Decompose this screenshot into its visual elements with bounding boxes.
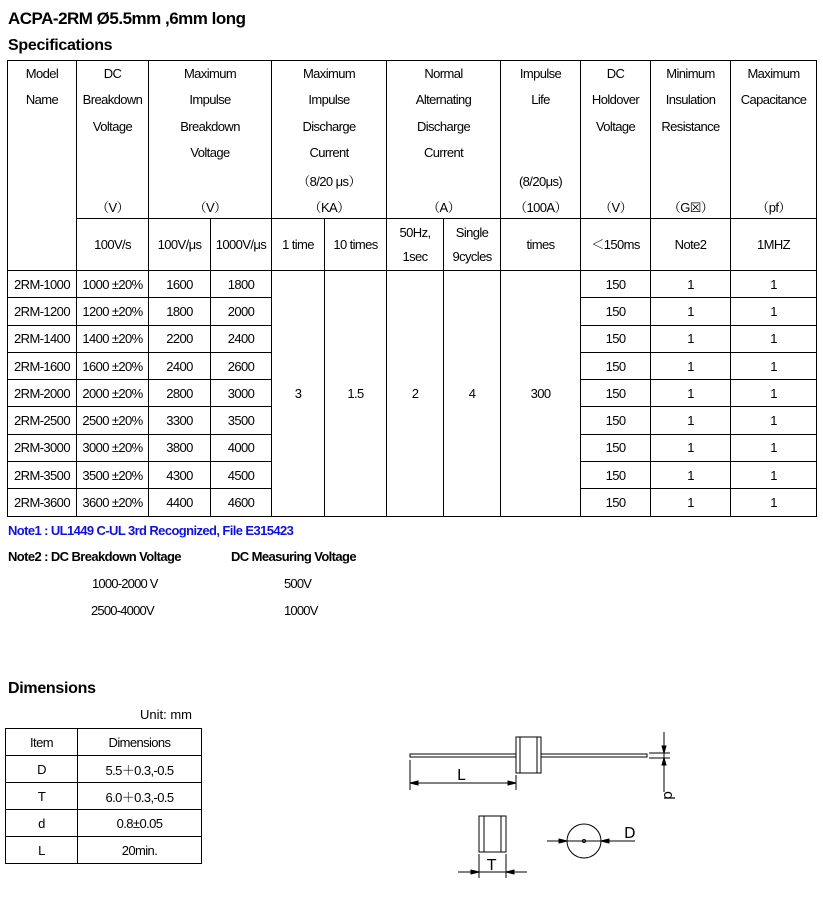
model-name: 2RM-3600	[8, 489, 77, 516]
impulse-1000v: 3000	[211, 380, 272, 407]
capacitance: 1	[731, 462, 817, 489]
impulse-100v: 3800	[149, 434, 211, 461]
header-line: Alternating	[415, 92, 472, 108]
capacitance: 1	[731, 434, 817, 461]
column-header	[651, 61, 731, 219]
column-header	[581, 61, 651, 219]
insulation-resistance: 1	[651, 298, 731, 325]
header-line: Breakdown	[82, 92, 143, 108]
header-line: Impulse	[308, 92, 350, 108]
capacitance: 1	[731, 489, 817, 516]
note2-range: 2500-4000V	[91, 603, 154, 618]
holdover-voltage: 150	[581, 352, 651, 379]
note2-voltage: 500V	[284, 576, 312, 591]
insulation-resistance: 1	[651, 489, 731, 516]
header-line: Model	[25, 66, 59, 81]
insulation-resistance: 1	[651, 380, 731, 407]
impulse-1000v: 4000	[211, 434, 272, 461]
impulse-100v: 4400	[149, 489, 211, 516]
column-header	[387, 61, 501, 219]
subheader: 1MHZ	[731, 219, 817, 271]
insulation-resistance: 1	[651, 352, 731, 379]
header-line: Maximum	[302, 66, 356, 81]
header-line: Current	[423, 144, 464, 160]
holdover-voltage: 150	[581, 271, 651, 298]
column-header	[149, 61, 272, 219]
dc-breakdown: 2000 ±20%	[77, 380, 149, 407]
label-L: L	[457, 766, 466, 784]
dimension-value: 20min.	[78, 837, 202, 864]
insulation-resistance: 1	[651, 462, 731, 489]
model-name: 2RM-1600	[8, 352, 77, 379]
capacitance: 1	[731, 352, 817, 379]
component-drawing	[400, 700, 680, 890]
column-header	[77, 61, 149, 219]
model-name: 2RM-1000	[8, 271, 77, 298]
header-line: Current	[309, 144, 349, 160]
shared-one-time: 3	[272, 271, 325, 517]
impulse-100v: 3300	[149, 407, 211, 434]
header-unit: （V）	[193, 200, 227, 215]
impulse-1000v: 2600	[211, 352, 272, 379]
model-name: 2RM-2000	[8, 380, 77, 407]
label-T: T	[487, 856, 497, 874]
subheader: times	[501, 219, 581, 271]
model-name: 2RM-1200	[8, 298, 77, 325]
header-line: Life	[531, 92, 550, 108]
header-line: Breakdown	[180, 118, 240, 134]
subheader: 10 times	[325, 219, 387, 271]
header-sub: （8/20 μs）	[297, 174, 361, 189]
dc-breakdown: 1200 ±20%	[77, 298, 149, 325]
subheader: 50Hz, 1sec	[387, 219, 444, 271]
header-unit: （V）	[96, 200, 129, 215]
header-line: Resistance	[661, 118, 720, 134]
header-line: Discharge	[416, 118, 471, 134]
holdover-voltage: 150	[581, 325, 651, 352]
dc-breakdown: 1000 ±20%	[77, 271, 149, 298]
shared-ten-times: 1.5	[325, 271, 387, 517]
shared-impulse-life: 300	[501, 271, 581, 517]
header-unit: （pf）	[756, 200, 791, 215]
header-unit: （100A）	[514, 200, 567, 215]
holdover-voltage: 150	[581, 434, 651, 461]
dimensions-heading: Dimensions	[8, 680, 96, 697]
insulation-resistance: 1	[651, 271, 731, 298]
holdover-voltage: 150	[581, 298, 651, 325]
capacitance: 1	[731, 407, 817, 434]
end-view	[547, 824, 636, 858]
subheader: 1000V/μs	[211, 219, 272, 271]
header-line: Holdover	[591, 92, 640, 108]
header-unit: （V）	[599, 200, 632, 215]
holdover-voltage: 150	[581, 462, 651, 489]
impulse-100v: 2800	[149, 380, 211, 407]
model-name: 2RM-3000	[8, 434, 77, 461]
subheader: Single 9cycles	[444, 219, 501, 271]
dc-breakdown: 3500 ±20%	[77, 462, 149, 489]
model-name: 2RM-1400	[8, 325, 77, 352]
header-line: Voltage	[595, 118, 636, 134]
specifications-table	[7, 60, 817, 517]
holdover-voltage: 150	[581, 489, 651, 516]
header-line: Insulation	[665, 92, 716, 108]
shared-single-9cycles: 4	[444, 271, 501, 517]
item: T	[6, 783, 78, 810]
holdover-voltage: 150	[581, 407, 651, 434]
header-item: Item	[6, 729, 78, 756]
header-line: Maximum	[183, 66, 237, 81]
header-row	[8, 61, 817, 219]
header-line: Impulse	[189, 92, 231, 108]
column-header	[8, 61, 77, 271]
header-unit: （A）	[427, 200, 460, 215]
unit-label: Unit: mm	[140, 707, 192, 722]
insulation-resistance: 1	[651, 325, 731, 352]
subheader-row	[8, 219, 817, 271]
header-unit: （KA）	[308, 200, 350, 215]
header-line: DC	[103, 66, 122, 81]
subheader: ＜150ms	[581, 219, 651, 271]
dc-breakdown: 3000 ±20%	[77, 434, 149, 461]
dc-breakdown: 1600 ±20%	[77, 352, 149, 379]
impulse-100v: 1600	[149, 271, 211, 298]
page-title: ACPA-2RM Ø5.5mm ,6mm long	[8, 9, 246, 28]
label-D: D	[624, 824, 636, 842]
impulse-1000v: 2000	[211, 298, 272, 325]
column-header	[501, 61, 581, 219]
header-line: Voltage	[190, 144, 230, 160]
header-line: DC	[606, 66, 625, 81]
impulse-1000v: 4500	[211, 462, 272, 489]
model-name: 2RM-3500	[8, 462, 77, 489]
shared-ac-50hz: 2	[387, 271, 444, 517]
column-header	[272, 61, 387, 219]
item: L	[6, 837, 78, 864]
impulse-1000v: 3500	[211, 407, 272, 434]
header-sub: (8/20μs)	[518, 174, 563, 189]
header-line: Impulse	[519, 66, 562, 81]
impulse-1000v: 4600	[211, 489, 272, 516]
header-line: Normal	[424, 66, 463, 81]
header-line: Capacitance	[740, 92, 807, 108]
dimension-value: 0.8±0.05	[78, 810, 202, 837]
header-line: Discharge	[302, 118, 356, 134]
subheader: 100V/s	[77, 219, 149, 271]
insulation-resistance: 1	[651, 407, 731, 434]
note2-range: 1000-2000 V	[92, 576, 158, 591]
dimension-value: 5.5＋0.3,-0.5	[78, 756, 202, 783]
capacitance: 1	[731, 325, 817, 352]
impulse-100v: 2200	[149, 325, 211, 352]
model-name: 2RM-2500	[8, 407, 77, 434]
header-line: Maximum	[747, 66, 800, 81]
column-header	[731, 61, 817, 219]
header-line: Name	[25, 92, 59, 108]
impulse-100v: 1800	[149, 298, 211, 325]
dimension-value: 6.0＋0.3,-0.5	[78, 783, 202, 810]
header-unit: （G☒）	[667, 200, 714, 215]
impulse-100v: 2400	[149, 352, 211, 379]
label-d: d	[660, 791, 676, 800]
note2-voltage: 1000V	[284, 603, 318, 618]
note1: Note1 : UL1449 C-UL 3rd Recognized, File E315423	[8, 523, 294, 538]
dimensions-table	[5, 728, 202, 864]
dc-breakdown: 3600 ±20%	[77, 489, 149, 516]
capacitance: 1	[731, 380, 817, 407]
dc-breakdown: 1400 ±20%	[77, 325, 149, 352]
capacitance: 1	[731, 298, 817, 325]
item: d	[6, 810, 78, 837]
body-view	[458, 816, 527, 878]
subheader: Note2	[651, 219, 731, 271]
header-line: Minimum	[666, 66, 715, 81]
table-row	[8, 271, 817, 298]
holdover-voltage: 150	[581, 380, 651, 407]
capacitance: 1	[731, 271, 817, 298]
subheader: 1 time	[272, 219, 325, 271]
specifications-heading: Specifications	[8, 37, 113, 54]
impulse-1000v: 1800	[211, 271, 272, 298]
impulse-100v: 4300	[149, 462, 211, 489]
note2-col2: DC Measuring Voltage	[231, 549, 357, 564]
header-line: Voltage	[92, 118, 133, 134]
subheader: 100V/μs	[149, 219, 211, 271]
side-view	[410, 732, 676, 800]
insulation-resistance: 1	[651, 434, 731, 461]
item: D	[6, 756, 78, 783]
note2-label: Note2 : DC Breakdown Voltage	[8, 549, 181, 564]
dc-breakdown: 2500 ±20%	[77, 407, 149, 434]
header-dimensions: Dimensions	[78, 729, 202, 756]
impulse-1000v: 2400	[211, 325, 272, 352]
